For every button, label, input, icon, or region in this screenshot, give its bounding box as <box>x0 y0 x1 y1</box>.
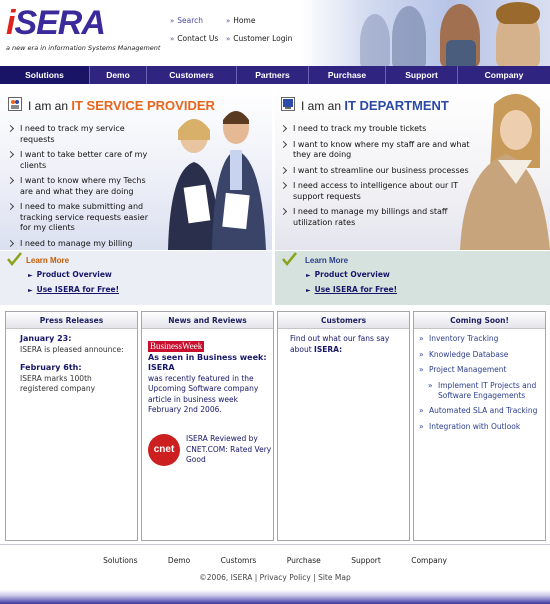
it-professional-photo <box>460 86 550 250</box>
need-item: I want to know where my Techs are and what they are doing <box>6 176 156 197</box>
arrow-icon: ► <box>28 272 33 279</box>
coming-soon-list <box>419 334 543 432</box>
need-item: I need to manage my billing <box>6 239 156 250</box>
nav-customers[interactable]: Customers <box>147 66 237 84</box>
header-photo-collage <box>300 0 550 66</box>
footer-link-support[interactable]: Support <box>351 556 381 565</box>
service-provider-panel <box>0 86 272 250</box>
copyright: ©2006, ISERA | Privacy Policy | Site Map <box>199 573 351 582</box>
arrow-icon: » <box>170 35 175 43</box>
learn-more-section <box>0 251 550 305</box>
footer-link-demo[interactable]: Demo <box>167 556 191 565</box>
need-item: I want to streamline our business processes <box>279 166 479 177</box>
monitor-icon <box>281 97 295 111</box>
list-item[interactable]: » Automated SLA and Tracking <box>419 406 543 416</box>
list-item[interactable]: » Project Management <box>419 365 543 375</box>
search-link[interactable]: » Search <box>170 16 204 25</box>
product-overview-link[interactable]: ► Product Overview <box>28 270 112 279</box>
news-headline[interactable]: As seen in Business week: ISERA <box>148 352 267 372</box>
hero-section <box>0 86 550 250</box>
box-title: Coming Soon! <box>414 312 545 329</box>
learn-more-right <box>275 251 550 305</box>
people-icon <box>8 97 22 111</box>
customer-login-link[interactable]: » Customer Login <box>226 34 293 43</box>
box-title: Press Releases <box>6 312 137 329</box>
news-body: was recently featured in the Upcoming Software company article in business week February 2nd 2006. <box>148 373 259 414</box>
learn-more-title: Learn More <box>26 256 70 265</box>
footer-link-company[interactable]: Company <box>411 556 447 565</box>
footer-link-solutions[interactable]: Solutions <box>103 556 138 565</box>
use-isera-free-link[interactable]: ► Use ISERA for Free! <box>28 285 120 294</box>
contact-us-link[interactable]: » Contact Us <box>170 34 219 43</box>
list-item[interactable]: » Inventory Tracking <box>419 334 543 344</box>
nav-solutions[interactable]: Solutions <box>0 66 90 84</box>
list-item[interactable]: » Knowledge Database <box>419 350 543 360</box>
arrow-icon: ► <box>306 272 311 279</box>
use-isera-free-link[interactable]: ► Use ISERA for Free! <box>306 285 398 294</box>
footer-navigation <box>0 556 550 565</box>
box-title: News and Reviews <box>142 312 273 329</box>
learn-more-left <box>0 251 272 305</box>
need-item: I need to make submitting and tracking service requests easier for my clients <box>6 202 156 234</box>
list-item[interactable]: » Implement IT Projects and Software Engagements <box>428 381 543 401</box>
need-item: I want to know where my staff are and what they are doing <box>279 140 479 161</box>
business-people-photo <box>160 106 272 250</box>
info-columns <box>0 308 550 542</box>
panel-title: I am an IT SERVICE PROVIDER <box>28 98 215 113</box>
cnet-logo: cnet <box>148 434 180 466</box>
nav-purchase[interactable]: Purchase <box>309 66 386 84</box>
it-department-needs <box>279 124 479 233</box>
arrow-icon: ► <box>306 287 311 294</box>
nav-demo[interactable]: Demo <box>90 66 147 84</box>
service-provider-needs <box>6 124 156 250</box>
need-item: I need access to intelligence about our IT support requests <box>279 181 479 202</box>
learn-more-title: Learn More <box>305 256 349 265</box>
product-overview-link[interactable]: ► Product Overview <box>306 270 390 279</box>
nav-company[interactable]: Company <box>484 70 524 80</box>
need-item: I need to manage my billings and staff utilization rates <box>279 207 479 228</box>
news-reviews-box <box>141 311 274 541</box>
box-title: Customers <box>278 312 409 329</box>
home-link[interactable]: » Home <box>226 16 256 25</box>
press-releases-box <box>5 311 138 541</box>
press-date: February 6th: <box>20 363 82 372</box>
footer-link-customers[interactable]: Customrs <box>220 556 257 565</box>
press-date: January 23: <box>20 334 72 343</box>
panel-title: I am an IT DEPARTMENT <box>301 98 449 113</box>
isera-logo[interactable]: iSERA <box>6 4 105 42</box>
arrow-icon: » <box>170 17 175 25</box>
header <box>0 0 550 66</box>
arrow-icon: » <box>226 35 231 43</box>
footer-divider <box>0 544 550 545</box>
cnet-review-text[interactable]: ISERA Reviewed by CNET.COM: Rated Very Good <box>186 434 272 464</box>
footer-link-purchase[interactable]: Purchase <box>286 556 321 565</box>
businessweek-logo: BusinessWeek <box>150 341 203 351</box>
need-item: I want to take better care of my clients <box>6 150 156 171</box>
coming-soon-box <box>413 311 546 541</box>
need-item: I need to track my trouble tickets <box>279 124 479 135</box>
nav-support[interactable]: Support <box>386 66 458 84</box>
customers-text[interactable]: Find out what our fans say about ISERA: <box>290 334 390 354</box>
check-icon <box>6 252 22 266</box>
list-item[interactable]: » Integration with Outlook <box>419 422 543 432</box>
customers-box <box>277 311 410 541</box>
press-text[interactable]: ISERA is pleased announce: <box>20 344 124 354</box>
nav-partners[interactable]: Partners <box>237 66 309 84</box>
main-navigation <box>0 66 550 84</box>
tagline: a new era in information Systems Management <box>6 44 161 52</box>
it-department-panel <box>275 86 550 250</box>
check-icon <box>281 252 297 266</box>
press-text[interactable]: ISERA marks 100th registered company <box>20 373 96 393</box>
need-item: I need to track my service requests <box>6 124 156 145</box>
bottom-gradient-bar <box>0 590 550 604</box>
arrow-icon: » <box>226 17 231 25</box>
arrow-icon: ► <box>28 287 33 294</box>
